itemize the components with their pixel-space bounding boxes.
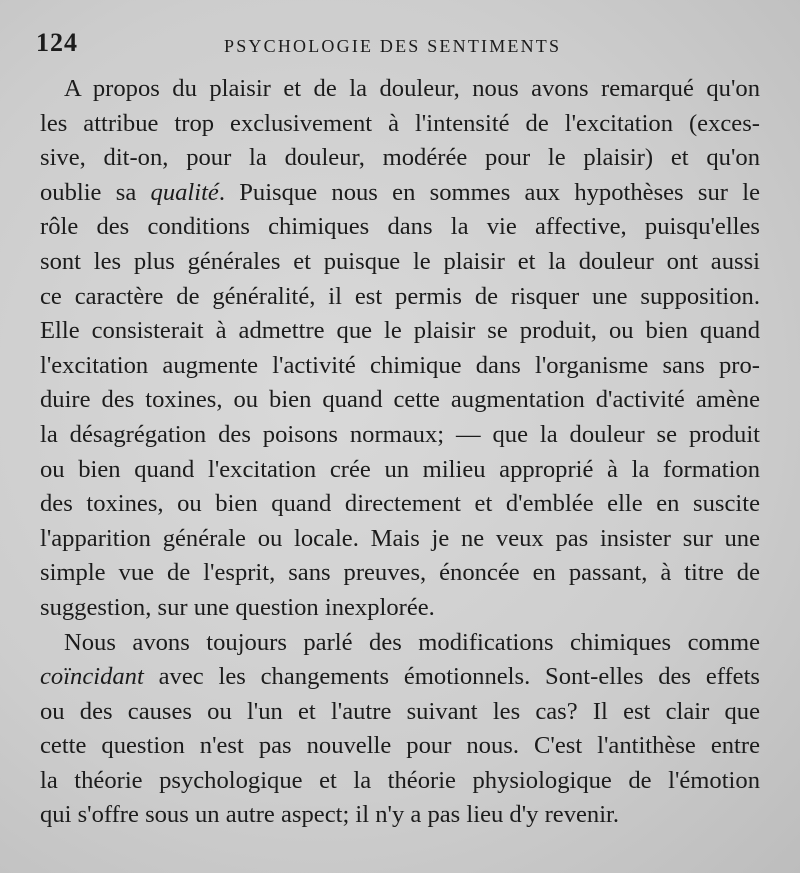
text-line: l'apparition générale ou locale. Mais je ne veux pas insister sur une bbox=[40, 524, 760, 552]
text-line: sont les plus générales et puisque le plaisir et la douleur ont aussi bbox=[40, 247, 760, 275]
paragraph-1 bbox=[40, 72, 760, 626]
text-line: Elle consisterait à admettre que le plaisir se produit, ou bien quand bbox=[40, 317, 760, 345]
text-line: ce caractère de généralité, il est permis de risquer une supposition. bbox=[40, 282, 760, 310]
italic-emphasis: qualité bbox=[150, 178, 219, 206]
text-line: la désagrégation des poisons normaux; — que la douleur se produit bbox=[40, 420, 760, 448]
italic-emphasis: coïncidant bbox=[40, 663, 144, 691]
text-line: suggestion, sur une question inexplorée. bbox=[40, 593, 435, 621]
text-line: ou bien quand l'excitation crée un milieu approprié à la formation bbox=[40, 455, 760, 483]
text-line: ou des causes ou l'un et l'autre suivant les cas? Il est clair que bbox=[40, 697, 760, 725]
running-title: PSYCHOLOGIE DES SENTIMENTS bbox=[224, 36, 562, 56]
text-line: sive, dit-on, pour la douleur, modérée pour le plaisir) et qu'on bbox=[40, 144, 760, 172]
text-line: Nous avons toujours parlé des modifications chimiques comme bbox=[64, 628, 760, 656]
text-line: la théorie psychologique et la théorie physiologique de l'émotion bbox=[40, 766, 760, 794]
text-line: qui s'offre sous un autre aspect; il n'y a pas lieu d'y revenir. bbox=[40, 801, 620, 829]
text-line: des toxines, ou bien quand directement et d'emblée elle en suscite bbox=[40, 490, 760, 518]
running-head bbox=[36, 28, 766, 62]
text-line: cette question n'est pas nouvelle pour nous. C'est l'antithèse entre bbox=[40, 732, 760, 760]
text-line: duire des toxines, ou bien quand cette augmentation d'activité amène bbox=[40, 386, 760, 414]
text-line: simple vue de l'esprit, sans preuves, énoncée en passant, à titre de bbox=[40, 559, 760, 587]
text-line: l'excitation augmente l'activité chimique dans l'organisme sans pro- bbox=[40, 351, 760, 379]
text-line: oublie sa qualité. Puisque nous en sommes aux hypothèses sur le bbox=[40, 178, 760, 206]
text-line: coïncidant avec les changements émotionnels. Sont-elles des effets bbox=[40, 663, 760, 691]
page-number: 124 bbox=[36, 28, 78, 57]
text-line: les attribue trop exclusivement à l'intensité de l'excitation (exces- bbox=[40, 109, 760, 137]
paragraph-2 bbox=[40, 626, 760, 834]
text-line: rôle des conditions chimiques dans la vie affective, puisqu'elles bbox=[40, 213, 760, 241]
body-text bbox=[40, 72, 760, 833]
text-line: A propos du plaisir et de la douleur, nous avons remarqué qu'on bbox=[64, 75, 760, 102]
